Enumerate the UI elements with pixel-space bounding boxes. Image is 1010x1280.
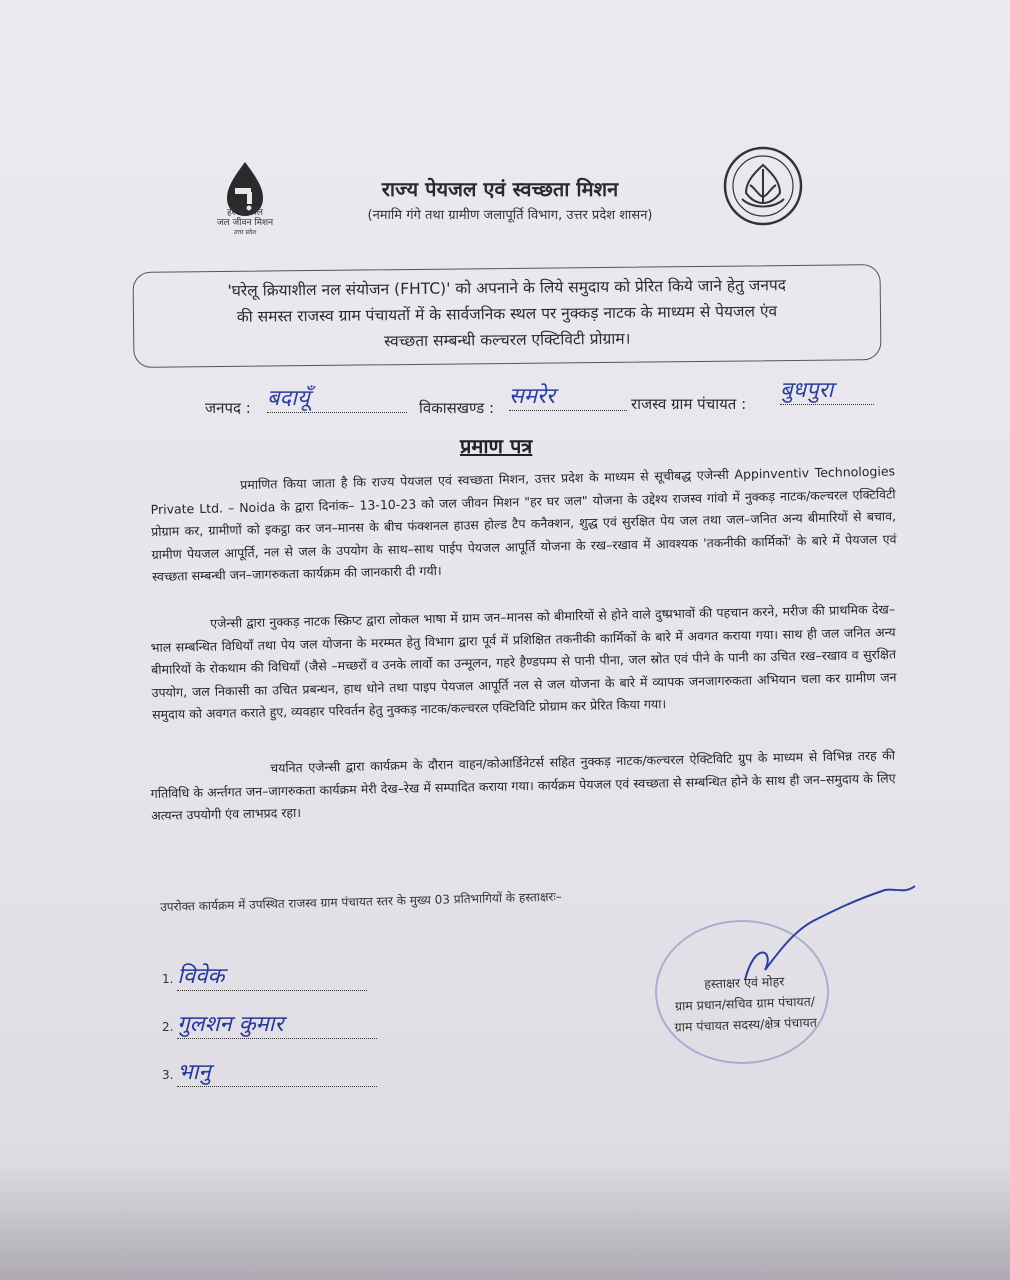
logo-caption-line: हर घर जल [227, 208, 263, 218]
certificate-paragraph: चयनित एजेन्सी द्वारा कार्यक्रम के दौरान वाहन/कोआर्डिनेटर्स सहित नुक्कड़ नाटक/कल्चरल ऐक्टिविटि ग्रुप के माध्यम से विभिन्न तरह की गतिविधि के अर्न्तगत जन–जागरुकता कार्यक्रम मेरी देख–रेख में सम्पादित कराया गया। कार्यक्रम पेयजल एवं स्वच्छता से सम्बन्धित होने के साथ ही जन–समुदाय के लिए अत्यन्त उपयोगी एंव लाभप्रद रहा। [150, 747, 896, 823]
participant-number: 3. [162, 1068, 174, 1082]
stamp-line: ग्राम प्रधान/सचिव ग्राम पंचायत/ [674, 993, 816, 1014]
certificate-paragraph: एजेन्सी द्वारा नुक्कड़ नाटक स्क्रिप्ट द्वारा लोकल भाषा में ग्राम जन–मानस को बीमारियों से होने वाले दुष्प्रभावों की पहचान करने, मरीज की प्राथमिक देख–भाल सम्बन्धित विधियाँ तथा पेय जल योजना के मरम्मत हेतु विभाग द्वारा पूर्व में प्रशिक्षित तकनीकी कार्मिकों के बारे में अवगत कराया गया। साथ ही जल जनित अन्य बीमारियों के रोकथाम की विधियाँ (जैसे –मच्छरों व उनके लार्वो का उन्मूलन, गहरे हैण्डपम्प से पानी पीना, जल स्रोत एवं पीने के पानी का उचित रख–रखाव व सुरक्षित उपयोग, जल निकासी का उचित प्रबन्धन, हाथ धोने तथा पाइप पेयजल आपूर्ति नल से जल योजना के बारे में व्यापक जनजागरुकता अभियान चला कर ग्रामीण जन समुदाय को अवगत कराते हुए, व्यवहार परिवर्तन हेतु नुक्कड़ नाटक/कल्चरल एक्टिविटि प्रोग्राम कर प्रेरित किया गया। [150, 601, 897, 722]
stamp-line: हस्ताक्षर एवं मोहर [703, 973, 785, 992]
participant-name: विवेक [177, 964, 225, 989]
mission-title: राज्य पेयजल एवं स्वच्छता मिशन [381, 177, 619, 201]
participant-name: भानु [177, 1060, 211, 1085]
banner-line: की समस्त राजस्व ग्राम पंचायतों में के सार्वजनिक स्थल पर नुक्कड़ नाटक के माध्यम से पेयजल एंव [236, 302, 778, 326]
mission-subtitle: (नमामि गंगे तथा ग्रामीण जलापूर्ति विभाग, उत्तर प्रदेश शासन) [367, 208, 653, 223]
block-label: विकासखण्ड : [419, 399, 495, 417]
logo-caption-line: उत्तर प्रदेश [233, 229, 257, 236]
participant-name: गुलशन कुमार [177, 1012, 284, 1037]
logo-caption [200, 208, 290, 238]
certificate-title: प्रमाण पत्र [460, 434, 533, 458]
block-value: समरेर [509, 380, 627, 411]
banner-line: स्वच्छता सम्बन्धी कल्चरल एक्टिविटी प्रोग्राम। [383, 329, 631, 351]
program-banner [133, 264, 882, 368]
participant-signature [162, 1056, 377, 1087]
up-government-emblem [722, 145, 804, 227]
location-fields [205, 378, 885, 428]
district-value: बदायूँ [267, 382, 407, 413]
participant-signature [162, 960, 367, 991]
panchayat-label: राजस्व ग्राम पंचायत : [631, 395, 747, 413]
page-shadow [0, 1160, 1010, 1280]
certificate-paragraph: प्रमाणित किया जाता है कि राज्य पेयजल एवं स्वच्छता मिशन, उत्तर प्रदेश के माध्यम से सूचीबद्ध एजेन्सी Appinventiv Technologies Private Ltd. – Noida के द्वारा दिनांक– 13-10-23 को जल जीवन मिशन "हर घर जल" योजना के उद्देश्य राजस्व गांवो में नुक्कड़ नाटक/कल्चरल एक्टिविटी प्रोग्राम कर, ग्रामीणों को इकट्ठा कर जन–मानस के बीच फंक्शनल हाउस होल्ड टैप कनैक्शन, शुद्ध एवं सुरक्षित पेय जल तथा जल–जनित अन्य बीमारियों से बचाव, ग्रामीण पेयजल आपूर्ति, नल से जल के उपयोग के साथ–साथ पाईप पेयजल आपूर्ति योजना के रख–रखाव में आवश्यक 'तकनीकी कार्मिकों' के बारे में पेयजल एवं स्वच्छता सम्बन्धी जन–जागरुकता कार्यक्रम की जानकारी दी गयी। [150, 463, 897, 584]
stamp-text [639, 968, 851, 1038]
stamp-line: ग्राम पंचायत सदस्य/क्षेत्र पंचायत [674, 1014, 818, 1035]
participant-number: 2. [162, 1020, 174, 1034]
district-label: जनपद : [205, 399, 251, 417]
participants-intro: उपरोक्त कार्यक्रम में उपस्थित राजस्व ग्राम पंचायत स्तर के मुख्य 03 प्रतिभागियों के हस्ताक्षरः– [160, 889, 562, 914]
participant-number: 1. [162, 972, 174, 986]
logo-caption-line: जल जीवन मिशन [216, 218, 274, 228]
participant-signature [162, 1008, 377, 1039]
panchayat-value: बुधपुरा [780, 374, 874, 405]
banner-line: 'घरेलू क्रियाशील नल संयोजन (FHTC)' को अपनाने के लिये समुदाय को प्रेरित किये जाने हेतु जनपद [227, 276, 787, 300]
